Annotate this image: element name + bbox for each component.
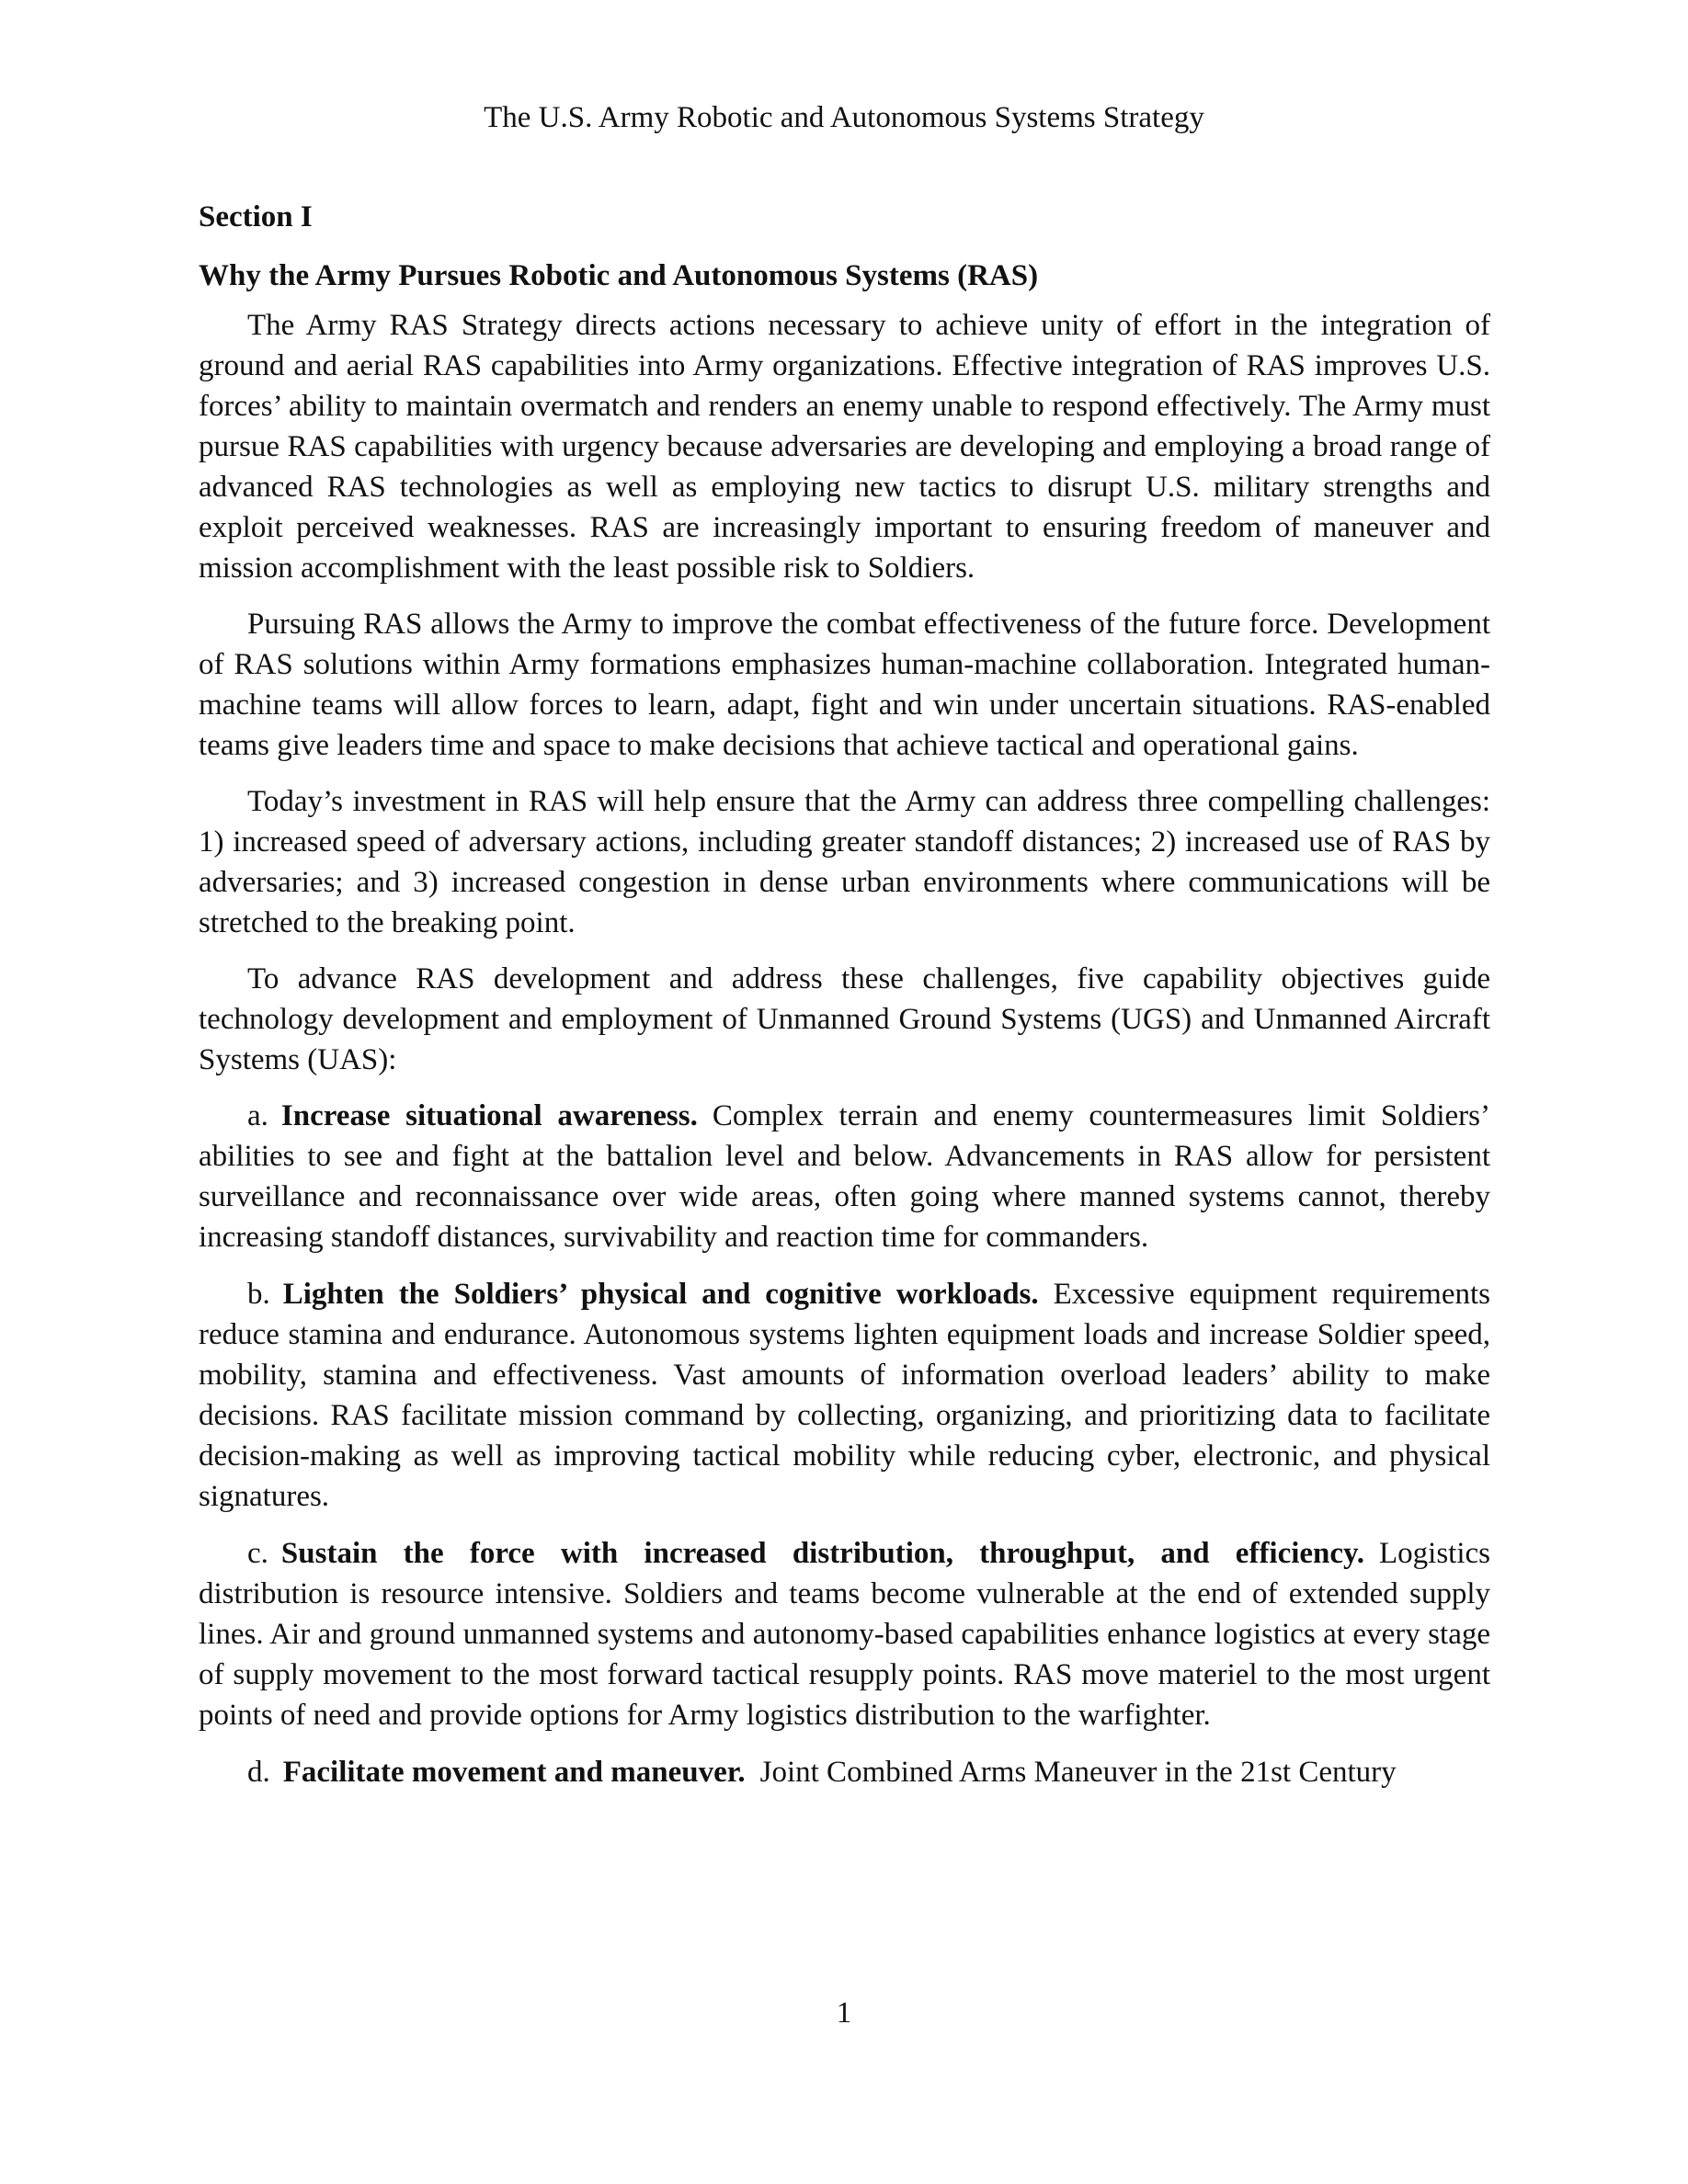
section-label: Section I xyxy=(199,200,313,233)
objective-heading: Lighten the Soldiers’ physical and cognitive workloads. xyxy=(282,1278,1039,1311)
objective-letter: b. xyxy=(247,1278,270,1311)
objective-text: Logistics distribution is resource intensive. Soldiers and teams become vulnerable at the end of extended supply lines. Air and ground unmanned systems and autonomy-based capabilities enhance logistics at every stage of supply movement to the most forward tactical resupply points. RAS move materiel to the most urgent points of need and provide options for Army logistics distribution to the warfighter. xyxy=(199,1537,1490,1732)
objective-heading: Increase situational awareness. xyxy=(280,1099,698,1132)
body-paragraph-3: Today’s investment in RAS will help ensure that the Army can address three compelling challenges: 1) increased speed of adversary actions, including greater standoff distances; 2) increased use of RAS by adversaries; and 3) increased congestion in dense urban environments where communications will be stretched to the breaking point. xyxy=(199,785,1490,939)
objective-text: Joint Combined Arms Maneuver in the 21st Century xyxy=(759,1756,1397,1789)
objective-text: Complex terrain and enemy countermeasures limit Soldiers’ abilities to see and fight at the battalion level and below. Advancements in RAS allow for persistent surveillance and reconnaissance over wide areas, often going where manned systems cannot, thereby increasing standoff distances, survivability and reaction time for commanders. xyxy=(199,1099,1490,1254)
objective-item-c xyxy=(199,1533,1490,1735)
body-paragraph-4: To advance RAS development and address these challenges, five capability objectives guide technology development and employment of Unmanned Ground Systems (UGS) and Unmanned Aircraft Systems (UAS): xyxy=(199,962,1490,1076)
objective-letter: c. xyxy=(247,1537,268,1570)
objective-heading: Facilitate movement and maneuver. xyxy=(282,1756,746,1789)
objective-text: Excessive equipment requirements reduce stamina and endurance. Autonomous systems lighten equipment loads and increase Soldier speed, mobility, stamina and effectiveness. Vast amounts of information overload leaders’ ability to make decisions. RAS facilitate mission command by collecting, organizing, and prioritizing data to facilitate decision-making as well as improving tactical mobility while reducing cyber, electronic, and physical signatures. xyxy=(199,1278,1490,1513)
page-content xyxy=(199,197,1490,1809)
section-title: Why the Army Pursues Robotic and Autonomous Systems (RAS) xyxy=(199,259,1039,292)
objective-item-b xyxy=(199,1274,1490,1517)
objective-item-d xyxy=(199,1752,1490,1792)
body-paragraph-1: The Army RAS Strategy directs actions necessary to achieve unity of effort in the integration of ground and aerial RAS capabilities into Army organizations. Effective integration of RAS improves U.S. forces’ ability to maintain overmatch and renders an enemy unable to respond effectively. The Army must pursue RAS capabilities with urgency because adversaries are developing and employing a broad range of advanced RAS technologies as well as employing new tactics to disrupt U.S. military strengths and exploit perceived weaknesses. RAS are increasingly important to ensuring freedom of maneuver and mission accomplishment with the least possible risk to Soldiers. xyxy=(199,309,1490,585)
running-header: The U.S. Army Robotic and Autonomous Systems Strategy xyxy=(484,101,1204,134)
page-number: 1 xyxy=(836,1996,852,2030)
objective-item-a xyxy=(199,1096,1490,1257)
objective-letter: a. xyxy=(247,1099,268,1132)
objective-letter: d. xyxy=(247,1756,270,1789)
objective-heading: Sustain the force with increased distribution, throughput, and efficiency. xyxy=(280,1537,1364,1570)
body-paragraph-2: Pursuing RAS allows the Army to improve the combat effectiveness of the future force. Development of RAS solutions within Army formations emphasizes human-machine collaboration. Integrated human-machine teams will allow forces to learn, adapt, fight and win under uncertain situations. RAS-enabled teams give leaders time and space to make decisions that achieve tactical and operational gains. xyxy=(199,608,1490,762)
